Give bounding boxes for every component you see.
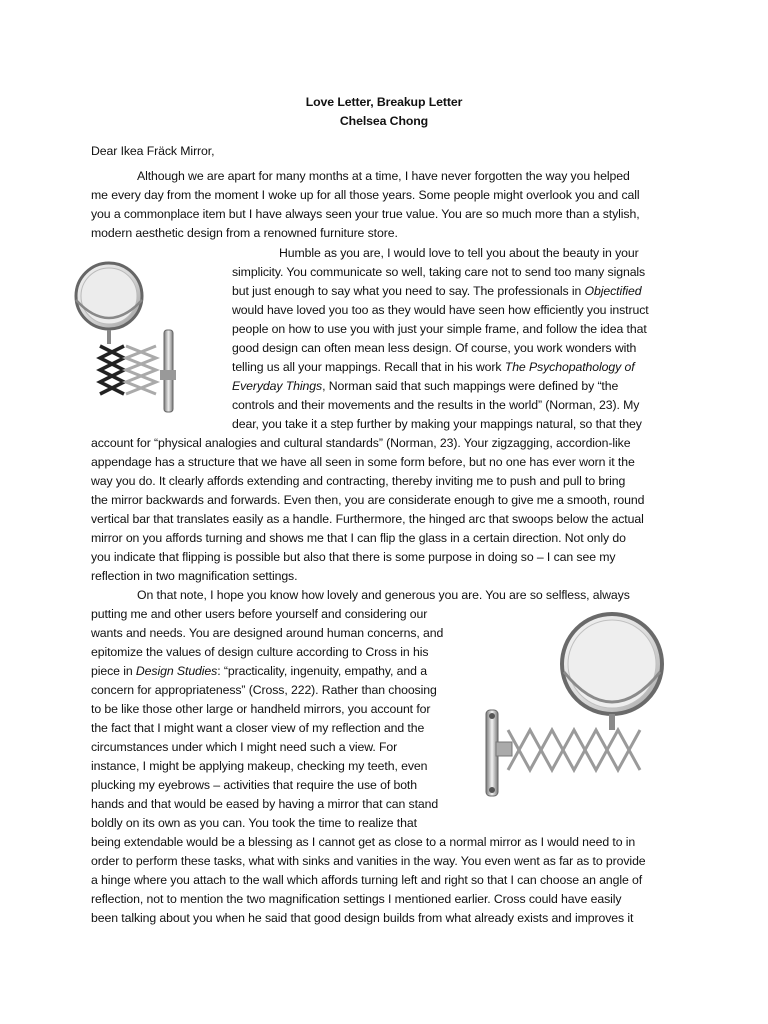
- mirror-figure-large: [472, 602, 700, 812]
- body-line: you indicate that flipping is possible but also that there is some purpose in doing so – I can see my: [91, 550, 616, 564]
- body-line: concern for appropriateness” (Cross, 222). Rather than choosing: [91, 683, 437, 697]
- body-line: good design can often mean less design. Of course, you work wonders with: [232, 341, 637, 355]
- salutation: Dear Ikea Fräck Mirror,: [91, 144, 215, 158]
- body-line: the fact that I might want a closer view of my reflection and the: [91, 721, 425, 735]
- mirror-figure-small: [64, 258, 224, 418]
- body-line: wants and needs. You are designed around human concerns, and: [91, 626, 444, 640]
- body-line: On that note, I hope you know how lovely and generous you are. You are so selfless, always: [137, 588, 630, 602]
- body-line: being extendable would be a blessing as I cannot get as close to a normal mirror as I would need to in: [91, 835, 636, 849]
- body-line: Although we are apart for many months at a time, I have never forgotten the way you helped: [137, 169, 630, 183]
- body-line: a hinge where you attach to the wall which affords turning left and right so that I can choose an angle of: [91, 873, 643, 887]
- body-line: you a commonplace item but I have always seen your true value. You are so much more than a stylish,: [91, 207, 640, 221]
- body-line: would have loved you too as they would have seen how efficiently you instruct: [232, 303, 649, 317]
- body-line: simplicity. You communicate so well, taking care not to send too many signals: [232, 265, 646, 279]
- body-line: vertical bar that translates easily as a handle. Furthermore, the hinged arc that swoops below the actual: [91, 512, 644, 526]
- body-line: telling us all your mappings. Recall that in his work The Psychopathology of: [232, 360, 635, 374]
- body-line: piece in Design Studies: “practicality, ingenuity, empathy, and a: [91, 664, 427, 678]
- body-line: circumstances under which I might need such a view. For: [91, 740, 398, 754]
- body-line: the mirror backwards and forwards. Even then, you are considerate enough to give me a smooth, round: [91, 493, 645, 507]
- body-line: dear, you take it a step further by making your mappings natural, so that they: [232, 417, 642, 431]
- author-name: Chelsea Chong: [339, 114, 429, 128]
- body-line: to be like those other large or handheld mirrors, you account for: [91, 702, 431, 716]
- body-line: modern aesthetic design from a renowned furniture store.: [91, 226, 398, 240]
- body-line: account for “physical analogies and cultural standards” (Norman, 23). Your zigzagging, accordion-like: [91, 436, 631, 450]
- body-line: me every day from the moment I woke up for all those years. Some people might overlook you and call: [91, 188, 640, 202]
- body-line: Humble as you are, I would love to tell you about the beauty in your: [279, 246, 639, 260]
- body-line: epitomize the values of design culture according to Cross in his: [91, 645, 429, 659]
- body-line: reflection in two magnification settings.: [91, 569, 298, 583]
- body-line: way you do. It clearly affords extending and contracting, thereby inviting me to push and pull to bring: [91, 474, 626, 488]
- body-line: Everyday Things, Norman said that such mappings were defined by “the: [232, 379, 619, 393]
- body-line: been talking about you when he said that good design builds from what already exists and improves it: [91, 911, 634, 925]
- body-line: boldly on its own as you can. You took the time to realize that: [91, 816, 417, 830]
- body-line: controls and their movements and the results in the world” (Norman, 23). My: [232, 398, 640, 412]
- body-line: appendage has a structure that we have all seen in some form before, but no one has ever worn it the: [91, 455, 635, 469]
- body-line: but just enough to say what you need to say. The professionals in Objectified: [232, 284, 642, 298]
- document-title: Love Letter, Breakup Letter: [305, 95, 463, 109]
- body-line: reflection, not to mention the two magnification settings I mentioned earlier. Cross could have easily: [91, 892, 622, 906]
- body-line: order to perform these tasks, what with sinks and vanities in the way. You even went as far as to provide: [91, 854, 646, 868]
- body-line: instance, I might be applying makeup, checking my teeth, even: [91, 759, 428, 773]
- body-line: mirror on you affords turning and shows me that I can flip the glass in a certain direction. Not only do: [91, 531, 626, 545]
- body-line: hands and that would be eased by having a mirror that can stand: [91, 797, 439, 811]
- body-line: plucking my eyebrows – activities that require the use of both: [91, 778, 417, 792]
- body-line: people on how to use you with just your simple frame, and follow the idea that: [232, 322, 647, 336]
- body-line: putting me and other users before yourself and considering our: [91, 607, 428, 621]
